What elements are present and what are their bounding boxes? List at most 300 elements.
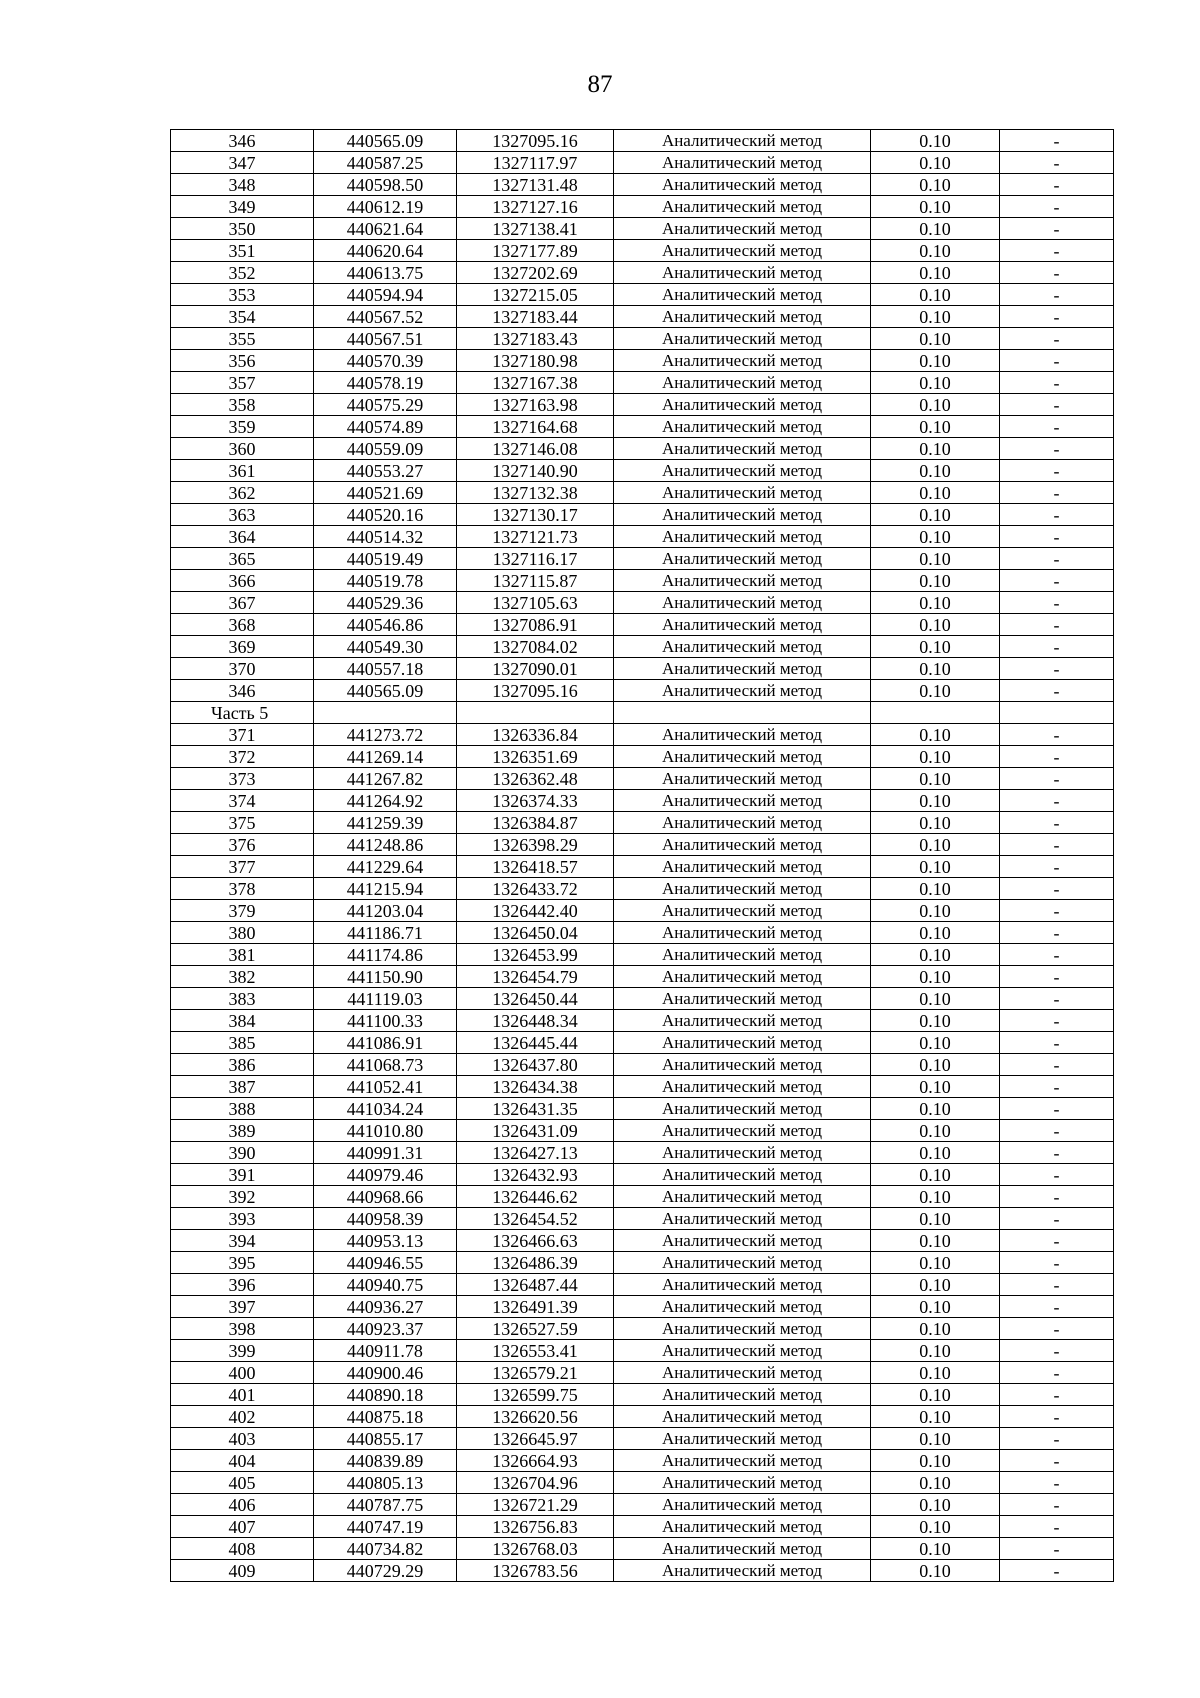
dash-cell: - <box>1000 350 1114 372</box>
table-row <box>171 1538 1114 1560</box>
table-row <box>171 328 1114 350</box>
y-coordinate: 1327121.73 <box>457 526 614 548</box>
dash-cell: - <box>1000 1340 1114 1362</box>
x-coordinate: 440553.27 <box>314 460 457 482</box>
y-coordinate: 1326437.80 <box>457 1054 614 1076</box>
y-coordinate: 1327132.38 <box>457 482 614 504</box>
point-number: 371 <box>171 724 314 746</box>
dash-cell: - <box>1000 790 1114 812</box>
y-coordinate: 1326599.75 <box>457 1384 614 1406</box>
table-row <box>171 438 1114 460</box>
dash-cell: - <box>1000 746 1114 768</box>
y-coordinate: 1326418.57 <box>457 856 614 878</box>
x-coordinate: 441215.94 <box>314 878 457 900</box>
table-row <box>171 1406 1114 1428</box>
method-cell: Аналитический метод <box>614 614 871 636</box>
point-number: 355 <box>171 328 314 350</box>
point-number: 364 <box>171 526 314 548</box>
method-cell: Аналитический метод <box>614 350 871 372</box>
point-number: 347 <box>171 152 314 174</box>
method-cell: Аналитический метод <box>614 1516 871 1538</box>
point-number: 406 <box>171 1494 314 1516</box>
accuracy-cell: 0.10 <box>871 548 1000 570</box>
x-coordinate: 440567.51 <box>314 328 457 350</box>
method-cell: Аналитический метод <box>614 460 871 482</box>
point-number: 397 <box>171 1296 314 1318</box>
dash-cell: - <box>1000 262 1114 284</box>
table-row <box>171 900 1114 922</box>
empty-cell <box>314 702 457 724</box>
point-number: 405 <box>171 1472 314 1494</box>
accuracy-cell: 0.10 <box>871 900 1000 922</box>
table-row <box>171 724 1114 746</box>
point-number: 393 <box>171 1208 314 1230</box>
y-coordinate: 1327202.69 <box>457 262 614 284</box>
accuracy-cell: 0.10 <box>871 526 1000 548</box>
y-coordinate: 1327095.16 <box>457 680 614 702</box>
point-number: 388 <box>171 1098 314 1120</box>
method-cell: Аналитический метод <box>614 372 871 394</box>
accuracy-cell: 0.10 <box>871 1428 1000 1450</box>
accuracy-cell: 0.10 <box>871 834 1000 856</box>
dash-cell: - <box>1000 1406 1114 1428</box>
accuracy-cell: 0.10 <box>871 944 1000 966</box>
accuracy-cell: 0.10 <box>871 1010 1000 1032</box>
x-coordinate: 440805.13 <box>314 1472 457 1494</box>
method-cell: Аналитический метод <box>614 1010 871 1032</box>
empty-cell <box>457 702 614 724</box>
accuracy-cell: 0.10 <box>871 856 1000 878</box>
y-coordinate: 1326433.72 <box>457 878 614 900</box>
table-row <box>171 504 1114 526</box>
y-coordinate: 1327117.97 <box>457 152 614 174</box>
dash-cell: - <box>1000 394 1114 416</box>
dash-cell: - <box>1000 548 1114 570</box>
x-coordinate: 441150.90 <box>314 966 457 988</box>
method-cell: Аналитический метод <box>614 438 871 460</box>
method-cell: Аналитический метод <box>614 944 871 966</box>
accuracy-cell: 0.10 <box>871 1538 1000 1560</box>
table-row <box>171 526 1114 548</box>
table-row <box>171 1054 1114 1076</box>
dash-cell: - <box>1000 1318 1114 1340</box>
table-row <box>171 1516 1114 1538</box>
y-coordinate: 1327180.98 <box>457 350 614 372</box>
y-coordinate: 1327095.16 <box>457 130 614 152</box>
point-number: 395 <box>171 1252 314 1274</box>
point-number: 377 <box>171 856 314 878</box>
y-coordinate: 1326398.29 <box>457 834 614 856</box>
x-coordinate: 440940.75 <box>314 1274 457 1296</box>
method-cell: Аналитический метод <box>614 1252 871 1274</box>
x-coordinate: 441269.14 <box>314 746 457 768</box>
accuracy-cell: 0.10 <box>871 152 1000 174</box>
point-number: 360 <box>171 438 314 460</box>
y-coordinate: 1326351.69 <box>457 746 614 768</box>
dash-cell: - <box>1000 372 1114 394</box>
x-coordinate: 440570.39 <box>314 350 457 372</box>
y-coordinate: 1326768.03 <box>457 1538 614 1560</box>
y-coordinate: 1327138.41 <box>457 218 614 240</box>
y-coordinate: 1327183.43 <box>457 328 614 350</box>
x-coordinate: 440979.46 <box>314 1164 457 1186</box>
dash-cell: - <box>1000 1032 1114 1054</box>
accuracy-cell: 0.10 <box>871 1142 1000 1164</box>
dash-cell: - <box>1000 1428 1114 1450</box>
y-coordinate: 1327127.16 <box>457 196 614 218</box>
method-cell: Аналитический метод <box>614 482 871 504</box>
method-cell: Аналитический метод <box>614 504 871 526</box>
x-coordinate: 441248.86 <box>314 834 457 856</box>
dash-cell: - <box>1000 284 1114 306</box>
accuracy-cell: 0.10 <box>871 482 1000 504</box>
dash-cell: - <box>1000 416 1114 438</box>
y-coordinate: 1327146.08 <box>457 438 614 460</box>
x-coordinate: 440578.19 <box>314 372 457 394</box>
point-number: 365 <box>171 548 314 570</box>
method-cell: Аналитический метод <box>614 1032 871 1054</box>
point-number: 368 <box>171 614 314 636</box>
accuracy-cell: 0.10 <box>871 196 1000 218</box>
dash-cell: - <box>1000 1164 1114 1186</box>
accuracy-cell: 0.10 <box>871 878 1000 900</box>
point-number: 386 <box>171 1054 314 1076</box>
method-cell: Аналитический метод <box>614 1384 871 1406</box>
y-coordinate: 1326434.38 <box>457 1076 614 1098</box>
x-coordinate: 440936.27 <box>314 1296 457 1318</box>
accuracy-cell: 0.10 <box>871 372 1000 394</box>
x-coordinate: 440787.75 <box>314 1494 457 1516</box>
y-coordinate: 1326445.44 <box>457 1032 614 1054</box>
accuracy-cell: 0.10 <box>871 768 1000 790</box>
x-coordinate: 440612.19 <box>314 196 457 218</box>
dash-cell: - <box>1000 724 1114 746</box>
table-row <box>171 152 1114 174</box>
point-number: 400 <box>171 1362 314 1384</box>
table-row <box>171 658 1114 680</box>
table-row <box>171 1230 1114 1252</box>
table-row <box>171 1318 1114 1340</box>
accuracy-cell: 0.10 <box>871 284 1000 306</box>
table-row <box>171 1098 1114 1120</box>
point-number: 362 <box>171 482 314 504</box>
dash-cell: - <box>1000 196 1114 218</box>
table-row <box>171 372 1114 394</box>
dash-cell: - <box>1000 152 1114 174</box>
point-number: 376 <box>171 834 314 856</box>
point-number: 373 <box>171 768 314 790</box>
method-cell: Аналитический метод <box>614 1560 871 1582</box>
dash-cell: - <box>1000 174 1114 196</box>
table-row <box>171 1472 1114 1494</box>
method-cell: Аналитический метод <box>614 1362 871 1384</box>
accuracy-cell: 0.10 <box>871 1032 1000 1054</box>
x-coordinate: 440574.89 <box>314 416 457 438</box>
table-row <box>171 1428 1114 1450</box>
dash-cell: - <box>1000 1186 1114 1208</box>
accuracy-cell: 0.10 <box>871 988 1000 1010</box>
dash-cell: - <box>1000 1560 1114 1582</box>
y-coordinate: 1326374.33 <box>457 790 614 812</box>
accuracy-cell: 0.10 <box>871 658 1000 680</box>
method-cell: Аналитический метод <box>614 746 871 768</box>
accuracy-cell: 0.10 <box>871 1230 1000 1252</box>
point-number: 356 <box>171 350 314 372</box>
dash-cell: - <box>1000 1208 1114 1230</box>
accuracy-cell: 0.10 <box>871 416 1000 438</box>
point-number: 351 <box>171 240 314 262</box>
y-coordinate: 1327130.17 <box>457 504 614 526</box>
y-coordinate: 1326446.62 <box>457 1186 614 1208</box>
method-cell: Аналитический метод <box>614 394 871 416</box>
method-cell: Аналитический метод <box>614 1318 871 1340</box>
x-coordinate: 440587.25 <box>314 152 457 174</box>
method-cell: Аналитический метод <box>614 1274 871 1296</box>
x-coordinate: 441186.71 <box>314 922 457 944</box>
method-cell: Аналитический метод <box>614 1340 871 1362</box>
method-cell: Аналитический метод <box>614 966 871 988</box>
x-coordinate: 440594.94 <box>314 284 457 306</box>
point-number: 408 <box>171 1538 314 1560</box>
point-number: 409 <box>171 1560 314 1582</box>
y-coordinate: 1326620.56 <box>457 1406 614 1428</box>
accuracy-cell: 0.10 <box>871 636 1000 658</box>
accuracy-cell: 0.10 <box>871 174 1000 196</box>
method-cell: Аналитический метод <box>614 856 871 878</box>
x-coordinate: 440991.31 <box>314 1142 457 1164</box>
method-cell: Аналитический метод <box>614 1450 871 1472</box>
method-cell: Аналитический метод <box>614 724 871 746</box>
accuracy-cell: 0.10 <box>871 1054 1000 1076</box>
table-row <box>171 966 1114 988</box>
table-row <box>171 548 1114 570</box>
point-number: 346 <box>171 680 314 702</box>
point-number: 375 <box>171 812 314 834</box>
point-number: 352 <box>171 262 314 284</box>
dash-cell: - <box>1000 1362 1114 1384</box>
method-cell: Аналитический метод <box>614 636 871 658</box>
table-row <box>171 394 1114 416</box>
method-cell: Аналитический метод <box>614 262 871 284</box>
y-coordinate: 1327215.05 <box>457 284 614 306</box>
point-number: 389 <box>171 1120 314 1142</box>
accuracy-cell: 0.10 <box>871 1274 1000 1296</box>
method-cell: Аналитический метод <box>614 1076 871 1098</box>
point-number: 378 <box>171 878 314 900</box>
table-row <box>171 592 1114 614</box>
x-coordinate: 440565.09 <box>314 130 457 152</box>
table-row <box>171 988 1114 1010</box>
y-coordinate: 1327140.90 <box>457 460 614 482</box>
table-row <box>171 768 1114 790</box>
dash-cell: - <box>1000 526 1114 548</box>
table-row <box>171 1296 1114 1318</box>
dash-cell: - <box>1000 1098 1114 1120</box>
accuracy-cell: 0.10 <box>871 1406 1000 1428</box>
x-coordinate: 440546.86 <box>314 614 457 636</box>
y-coordinate: 1327164.68 <box>457 416 614 438</box>
x-coordinate: 440519.49 <box>314 548 457 570</box>
accuracy-cell: 0.10 <box>871 1340 1000 1362</box>
table-row <box>171 1560 1114 1582</box>
accuracy-cell: 0.10 <box>871 592 1000 614</box>
empty-cell <box>1000 702 1114 724</box>
accuracy-cell: 0.10 <box>871 504 1000 526</box>
method-cell: Аналитический метод <box>614 1296 871 1318</box>
dash-cell: - <box>1000 636 1114 658</box>
dash-cell: - <box>1000 878 1114 900</box>
point-number: 354 <box>171 306 314 328</box>
table-row <box>171 218 1114 240</box>
dash-cell: - <box>1000 1472 1114 1494</box>
y-coordinate: 1326491.39 <box>457 1296 614 1318</box>
table-row <box>171 1494 1114 1516</box>
accuracy-cell: 0.10 <box>871 1098 1000 1120</box>
x-coordinate: 441259.39 <box>314 812 457 834</box>
x-coordinate: 440890.18 <box>314 1384 457 1406</box>
table-row <box>171 878 1114 900</box>
accuracy-cell: 0.10 <box>871 130 1000 152</box>
dash-cell: - <box>1000 592 1114 614</box>
accuracy-cell: 0.10 <box>871 306 1000 328</box>
accuracy-cell: 0.10 <box>871 570 1000 592</box>
dash-cell: - <box>1000 1054 1114 1076</box>
table-row <box>171 680 1114 702</box>
method-cell: Аналитический метод <box>614 1428 871 1450</box>
dash-cell: - <box>1000 1230 1114 1252</box>
table-row <box>171 416 1114 438</box>
y-coordinate: 1326721.29 <box>457 1494 614 1516</box>
accuracy-cell: 0.10 <box>871 438 1000 460</box>
method-cell: Аналитический метод <box>614 152 871 174</box>
point-number: 359 <box>171 416 314 438</box>
y-coordinate: 1326783.56 <box>457 1560 614 1582</box>
dash-cell: - <box>1000 1142 1114 1164</box>
method-cell: Аналитический метод <box>614 306 871 328</box>
y-coordinate: 1326427.13 <box>457 1142 614 1164</box>
method-cell: Аналитический метод <box>614 1208 871 1230</box>
table-row <box>171 350 1114 372</box>
y-coordinate: 1326454.52 <box>457 1208 614 1230</box>
x-coordinate: 440923.37 <box>314 1318 457 1340</box>
dash-cell: - <box>1000 240 1114 262</box>
empty-cell <box>871 702 1000 724</box>
x-coordinate: 441203.04 <box>314 900 457 922</box>
accuracy-cell: 0.10 <box>871 328 1000 350</box>
x-coordinate: 440598.50 <box>314 174 457 196</box>
x-coordinate: 441068.73 <box>314 1054 457 1076</box>
y-coordinate: 1327116.17 <box>457 548 614 570</box>
point-number: 392 <box>171 1186 314 1208</box>
dash-cell: - <box>1000 614 1114 636</box>
coordinates-table-body <box>171 130 1114 1582</box>
table-row <box>171 1164 1114 1186</box>
point-number: 366 <box>171 570 314 592</box>
method-cell: Аналитический метод <box>614 834 871 856</box>
accuracy-cell: 0.10 <box>871 1164 1000 1186</box>
dash-cell: - <box>1000 1538 1114 1560</box>
accuracy-cell: 0.10 <box>871 1472 1000 1494</box>
x-coordinate: 440620.64 <box>314 240 457 262</box>
y-coordinate: 1326756.83 <box>457 1516 614 1538</box>
y-coordinate: 1327105.63 <box>457 592 614 614</box>
accuracy-cell: 0.10 <box>871 790 1000 812</box>
dash-cell: - <box>1000 966 1114 988</box>
y-coordinate: 1326336.84 <box>457 724 614 746</box>
y-coordinate: 1327090.01 <box>457 658 614 680</box>
method-cell: Аналитический метод <box>614 878 871 900</box>
dash-cell: - <box>1000 922 1114 944</box>
x-coordinate: 441100.33 <box>314 1010 457 1032</box>
dash-cell: - <box>1000 1450 1114 1472</box>
dash-cell: - <box>1000 1296 1114 1318</box>
dash-cell: - <box>1000 1010 1114 1032</box>
y-coordinate: 1326553.41 <box>457 1340 614 1362</box>
method-cell: Аналитический метод <box>614 790 871 812</box>
y-coordinate: 1326448.34 <box>457 1010 614 1032</box>
accuracy-cell: 0.10 <box>871 1296 1000 1318</box>
accuracy-cell: 0.10 <box>871 922 1000 944</box>
table-row <box>171 1120 1114 1142</box>
method-cell: Аналитический метод <box>614 284 871 306</box>
dash-cell: - <box>1000 438 1114 460</box>
method-cell: Аналитический метод <box>614 1186 871 1208</box>
point-number: 358 <box>171 394 314 416</box>
method-cell: Аналитический метод <box>614 1406 871 1428</box>
x-coordinate: 441086.91 <box>314 1032 457 1054</box>
dash-cell: - <box>1000 570 1114 592</box>
method-cell: Аналитический метод <box>614 130 871 152</box>
y-coordinate: 1326486.39 <box>457 1252 614 1274</box>
point-number: 353 <box>171 284 314 306</box>
x-coordinate: 440575.29 <box>314 394 457 416</box>
method-cell: Аналитический метод <box>614 218 871 240</box>
table-row <box>171 614 1114 636</box>
method-cell: Аналитический метод <box>614 768 871 790</box>
y-coordinate: 1326432.93 <box>457 1164 614 1186</box>
x-coordinate: 440734.82 <box>314 1538 457 1560</box>
point-number: 382 <box>171 966 314 988</box>
method-cell: Аналитический метод <box>614 416 871 438</box>
dash-cell: - <box>1000 504 1114 526</box>
accuracy-cell: 0.10 <box>871 746 1000 768</box>
method-cell: Аналитический метод <box>614 240 871 262</box>
x-coordinate: 441264.92 <box>314 790 457 812</box>
table-row <box>171 1142 1114 1164</box>
y-coordinate: 1326450.04 <box>457 922 614 944</box>
x-coordinate: 440529.36 <box>314 592 457 614</box>
x-coordinate: 440567.52 <box>314 306 457 328</box>
point-number: 357 <box>171 372 314 394</box>
table-row <box>171 790 1114 812</box>
table-row <box>171 746 1114 768</box>
accuracy-cell: 0.10 <box>871 1120 1000 1142</box>
method-cell: Аналитический метод <box>614 988 871 1010</box>
y-coordinate: 1326579.21 <box>457 1362 614 1384</box>
point-number: 346 <box>171 130 314 152</box>
table-row <box>171 856 1114 878</box>
point-number: 401 <box>171 1384 314 1406</box>
y-coordinate: 1327115.87 <box>457 570 614 592</box>
dash-cell: - <box>1000 1516 1114 1538</box>
point-number: 370 <box>171 658 314 680</box>
empty-cell <box>614 702 871 724</box>
table-row <box>171 1340 1114 1362</box>
method-cell: Аналитический метод <box>614 1142 871 1164</box>
point-number: 404 <box>171 1450 314 1472</box>
accuracy-cell: 0.10 <box>871 812 1000 834</box>
point-number: 402 <box>171 1406 314 1428</box>
